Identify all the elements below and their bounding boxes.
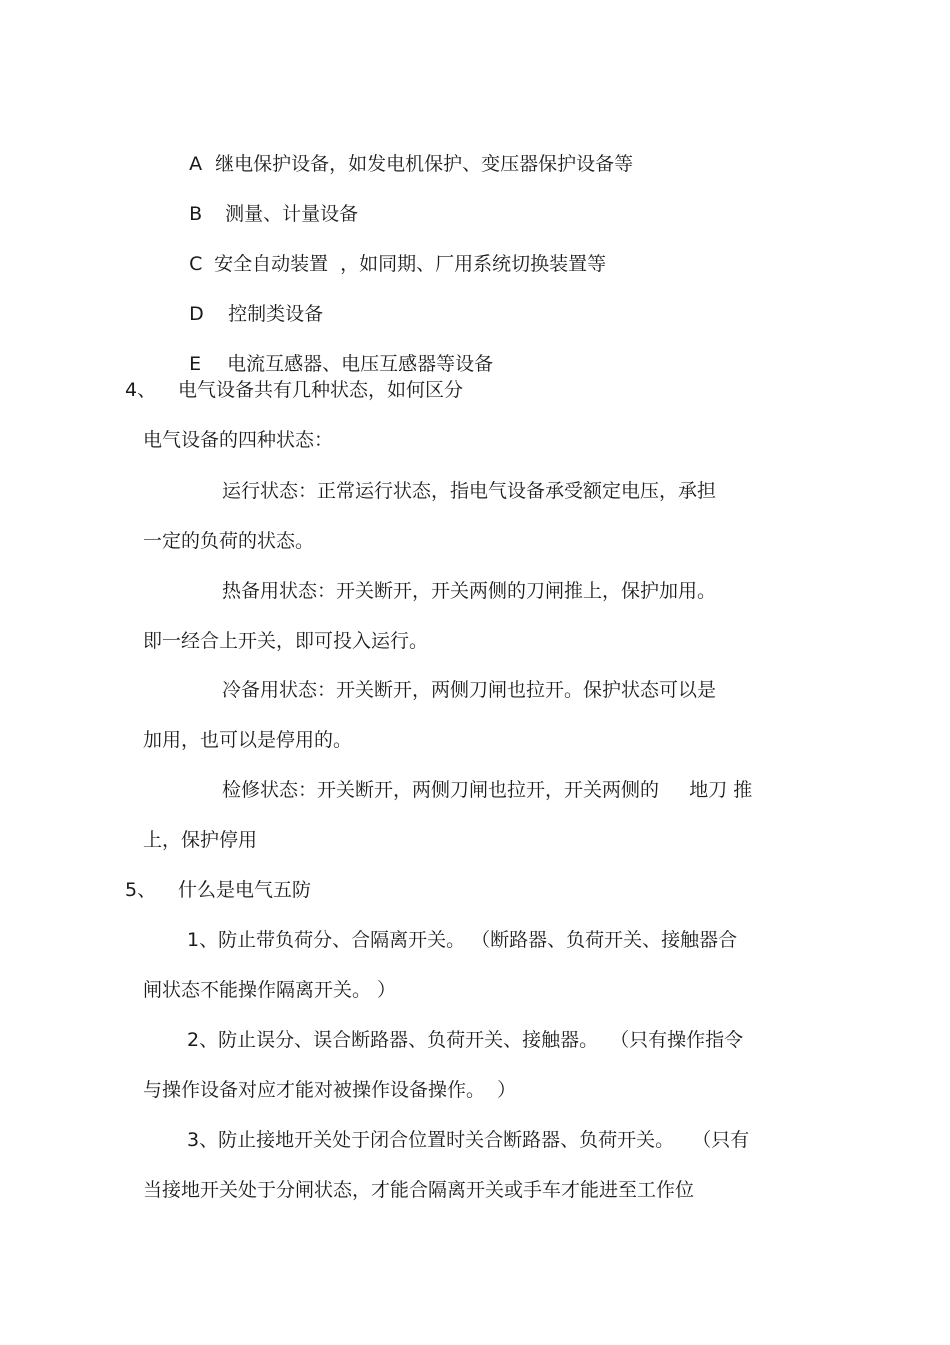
state-hot-standby-line2: 即一经合上开关，即可投入运行。 bbox=[143, 630, 429, 652]
five-prevention-1-line1: 1、防止带负荷分、合隔离开关。 （断路器、负荷开关、接触器合 bbox=[187, 929, 738, 951]
five-prevention-2-line1: 2、防止误分、误合断路器、负荷开关、接触器。 （只有操作指令 bbox=[187, 1029, 744, 1051]
option-letter: B bbox=[189, 203, 203, 225]
option-text: 电流互感器、电压互感器等设备 bbox=[227, 353, 494, 375]
five-prevention-3-line2: 当接地开关处于分闸状态，才能合隔离开关或手车才能进至工作位 bbox=[143, 1179, 695, 1201]
state-hot-standby-line1: 热备用状态：开关断开，开关两侧的刀闸推上，保护加用。 bbox=[222, 580, 717, 602]
q4-title: 电气设备共有几种状态，如何区分 bbox=[178, 379, 464, 401]
five-prevention-2-line2: 与操作设备对应才能对被操作设备操作。 ） bbox=[143, 1079, 517, 1101]
option-letter: D bbox=[189, 303, 204, 325]
option-d bbox=[177, 278, 323, 326]
state-cold-standby-line1: 冷备用状态：开关断开，两侧刀闸也拉开。保护状态可以是 bbox=[222, 679, 717, 701]
option-letter: A bbox=[189, 153, 203, 175]
option-letter: C bbox=[189, 253, 203, 275]
q4-number: 4、 bbox=[125, 379, 157, 401]
option-e bbox=[177, 328, 493, 376]
state-running-line1: 运行状态：正常运行状态，指电气设备承受额定电压，承担 bbox=[222, 480, 717, 502]
state-running-line2: 一定的负荷的状态。 bbox=[143, 530, 315, 552]
option-a bbox=[177, 128, 633, 176]
option-b bbox=[177, 178, 358, 226]
option-text: 控制类设备 bbox=[228, 303, 324, 325]
five-prevention-3-line1: 3、防止接地开关处于闭合位置时关合断路器、负荷开关。 （只有 bbox=[187, 1129, 750, 1151]
state-cold-standby-line2: 加用，也可以是停用的。 bbox=[143, 729, 353, 751]
q5-title: 什么是电气五防 bbox=[178, 879, 312, 901]
state-maintenance-line1: 检修状态：开关断开，两侧刀闸也拉开，开关两侧的 地刀 推 bbox=[222, 779, 753, 801]
option-c bbox=[177, 228, 606, 276]
option-text: 安全自动装置 ，如同期、厂用系统切换装置等 bbox=[214, 253, 607, 275]
option-text: 继电保护设备，如发电机保护、变压器保护设备等 bbox=[215, 153, 634, 175]
q4-intro: 电气设备的四种状态： bbox=[143, 429, 334, 451]
q5-number: 5、 bbox=[125, 879, 157, 901]
option-letter: E bbox=[189, 353, 202, 375]
option-text: 测量、计量设备 bbox=[225, 203, 359, 225]
state-maintenance-line2: 上，保护停用 bbox=[143, 829, 258, 851]
five-prevention-1-line2: 闸状态不能操作隔离开关。 ） bbox=[143, 979, 397, 1001]
